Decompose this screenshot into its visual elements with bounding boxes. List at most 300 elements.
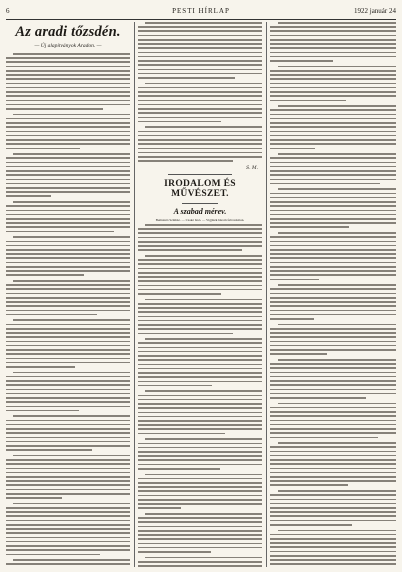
text-line bbox=[6, 349, 130, 351]
text-line bbox=[13, 153, 130, 155]
text-line bbox=[138, 43, 262, 45]
text-line bbox=[6, 507, 130, 509]
text-line bbox=[6, 459, 130, 461]
text-line bbox=[6, 166, 130, 168]
text-line bbox=[270, 389, 396, 391]
text-line bbox=[6, 253, 130, 255]
text-line bbox=[270, 139, 396, 141]
text-line bbox=[270, 193, 396, 195]
text-line bbox=[270, 74, 396, 76]
review-credits: Bemutató Színház. — Czakó Izsó. — Vígjáték három felvonásban. bbox=[155, 217, 245, 222]
text-line bbox=[270, 542, 396, 544]
text-line bbox=[145, 224, 262, 226]
text-line bbox=[138, 228, 262, 230]
text-line bbox=[13, 114, 130, 116]
text-line bbox=[6, 218, 130, 220]
text-line bbox=[270, 87, 396, 89]
text-line bbox=[270, 70, 396, 72]
text-line bbox=[6, 87, 130, 89]
text-line bbox=[138, 403, 262, 405]
column-divider bbox=[266, 22, 267, 567]
text-line bbox=[6, 293, 130, 295]
text-line bbox=[270, 511, 396, 513]
text-line bbox=[270, 274, 396, 276]
text-line bbox=[270, 218, 396, 220]
text-line bbox=[270, 420, 396, 422]
text-line bbox=[138, 507, 181, 509]
text-line bbox=[6, 511, 130, 513]
text-line bbox=[270, 472, 396, 474]
text-line bbox=[13, 280, 130, 282]
text-line bbox=[278, 284, 396, 286]
text-line bbox=[6, 432, 130, 434]
text-line bbox=[6, 437, 130, 439]
text-line bbox=[13, 559, 130, 561]
text-line bbox=[138, 87, 262, 89]
text-line bbox=[138, 342, 262, 344]
text-line bbox=[6, 380, 130, 382]
text-line bbox=[270, 241, 396, 243]
text-line bbox=[6, 406, 130, 408]
page-number: 6 bbox=[6, 7, 10, 15]
text-line bbox=[138, 26, 262, 28]
text-line bbox=[270, 183, 380, 185]
text-line bbox=[270, 336, 396, 338]
text-line bbox=[6, 143, 130, 145]
text-line bbox=[6, 270, 130, 272]
text-line bbox=[270, 47, 396, 49]
text-line bbox=[6, 249, 130, 251]
text-line bbox=[270, 555, 396, 557]
text-line bbox=[270, 563, 396, 565]
text-line bbox=[6, 135, 130, 137]
text-line bbox=[6, 191, 130, 193]
text-line bbox=[138, 241, 262, 243]
text-line bbox=[270, 551, 396, 553]
text-line bbox=[6, 66, 130, 68]
text-line bbox=[270, 407, 396, 409]
text-line bbox=[145, 474, 262, 476]
text-line bbox=[270, 226, 349, 228]
text-line bbox=[138, 108, 262, 110]
text-line bbox=[6, 297, 130, 299]
text-line bbox=[138, 490, 262, 492]
text-line bbox=[138, 276, 262, 278]
text-line bbox=[138, 530, 262, 532]
text-line bbox=[138, 121, 221, 123]
text-line bbox=[270, 349, 396, 351]
text-line bbox=[270, 35, 396, 37]
text-line bbox=[270, 114, 396, 116]
text-line bbox=[13, 455, 130, 457]
text-line bbox=[6, 210, 130, 212]
text-line bbox=[270, 393, 396, 395]
text-line bbox=[6, 104, 130, 106]
text-line bbox=[270, 148, 315, 150]
text-line bbox=[270, 201, 396, 203]
text-line bbox=[138, 551, 211, 553]
text-line bbox=[6, 231, 114, 233]
text-line bbox=[6, 288, 130, 290]
text-line bbox=[270, 143, 396, 145]
text-line bbox=[6, 74, 130, 76]
text-line bbox=[278, 105, 396, 107]
text-line bbox=[138, 60, 262, 62]
text-line bbox=[138, 561, 262, 563]
text-line bbox=[6, 118, 130, 120]
text-line bbox=[6, 336, 130, 338]
text-line bbox=[138, 139, 262, 141]
text-line bbox=[138, 521, 262, 523]
text-line bbox=[138, 381, 262, 383]
text-line bbox=[6, 301, 130, 303]
text-line bbox=[270, 559, 396, 561]
text-line bbox=[138, 135, 262, 137]
text-line bbox=[270, 380, 396, 382]
text-line bbox=[270, 305, 396, 307]
newspaper-name: PESTI HÍRLAP bbox=[172, 7, 230, 15]
text-line bbox=[138, 311, 262, 313]
text-line bbox=[138, 285, 262, 287]
text-line bbox=[6, 126, 130, 128]
text-line bbox=[6, 78, 130, 80]
masthead bbox=[6, 4, 396, 18]
text-line bbox=[13, 236, 130, 238]
text-line bbox=[138, 56, 262, 58]
text-line bbox=[145, 390, 262, 392]
text-line bbox=[6, 139, 130, 141]
text-line bbox=[6, 549, 130, 551]
text-line bbox=[6, 410, 79, 412]
text-line bbox=[138, 433, 225, 435]
text-line bbox=[270, 411, 396, 413]
text-line bbox=[138, 455, 262, 457]
text-line bbox=[6, 537, 130, 539]
column-divider bbox=[134, 22, 135, 567]
review-body bbox=[138, 224, 262, 567]
text-line bbox=[6, 493, 130, 495]
text-line bbox=[138, 52, 262, 54]
text-line bbox=[270, 131, 396, 133]
text-line bbox=[278, 66, 396, 68]
text-line bbox=[270, 293, 396, 295]
text-line bbox=[270, 270, 396, 272]
text-line bbox=[270, 494, 396, 496]
text-line bbox=[270, 288, 396, 290]
text-line bbox=[13, 372, 130, 374]
text-line bbox=[270, 30, 396, 32]
text-line bbox=[270, 310, 396, 312]
text-line bbox=[270, 367, 396, 369]
text-line bbox=[270, 341, 396, 343]
text-line bbox=[138, 316, 262, 318]
text-line bbox=[6, 324, 130, 326]
text-line bbox=[6, 480, 130, 482]
text-line bbox=[138, 293, 221, 295]
text-line bbox=[6, 366, 75, 368]
text-line bbox=[138, 412, 262, 414]
text-line bbox=[6, 305, 130, 307]
text-line bbox=[270, 480, 396, 482]
column-right bbox=[270, 22, 396, 567]
text-line bbox=[270, 222, 396, 224]
text-line bbox=[270, 524, 352, 526]
text-line bbox=[13, 319, 130, 321]
column-middle bbox=[138, 22, 262, 567]
text-line bbox=[138, 91, 262, 93]
text-line bbox=[6, 266, 130, 268]
text-line bbox=[6, 245, 130, 247]
text-line bbox=[138, 39, 262, 41]
text-line bbox=[270, 546, 396, 548]
text-line bbox=[138, 100, 262, 102]
text-line bbox=[270, 166, 396, 168]
text-line bbox=[270, 428, 396, 430]
text-line bbox=[138, 263, 262, 265]
text-line bbox=[6, 497, 62, 499]
text-line bbox=[145, 338, 262, 340]
text-line bbox=[138, 268, 262, 270]
text-line bbox=[6, 393, 130, 395]
text-line bbox=[6, 332, 130, 334]
text-line bbox=[270, 162, 396, 164]
text-line bbox=[138, 385, 212, 387]
text-line bbox=[138, 499, 262, 501]
text-line bbox=[270, 397, 366, 399]
article-signature: S. M. bbox=[246, 165, 258, 171]
text-line bbox=[138, 104, 262, 106]
text-line bbox=[138, 77, 235, 79]
text-line bbox=[6, 284, 130, 286]
text-line bbox=[6, 91, 130, 93]
text-line bbox=[6, 545, 130, 547]
text-line bbox=[138, 464, 262, 466]
text-line bbox=[6, 524, 130, 526]
text-line bbox=[6, 131, 130, 133]
article-body bbox=[6, 53, 130, 567]
text-line bbox=[138, 117, 262, 119]
text-line bbox=[138, 69, 262, 71]
text-line bbox=[13, 415, 130, 417]
text-line bbox=[270, 249, 396, 251]
text-line bbox=[6, 528, 130, 530]
text-line bbox=[270, 301, 396, 303]
text-line bbox=[138, 395, 262, 397]
article-headline: Az aradi tőzsdén. bbox=[15, 24, 121, 40]
text-line bbox=[6, 183, 130, 185]
text-line bbox=[278, 22, 396, 24]
text-line bbox=[138, 280, 262, 282]
text-line bbox=[6, 472, 130, 474]
text-line bbox=[270, 499, 396, 501]
text-line bbox=[6, 532, 130, 534]
text-line bbox=[270, 384, 396, 386]
text-line bbox=[145, 126, 262, 128]
text-line bbox=[138, 148, 262, 150]
text-line bbox=[270, 446, 396, 448]
text-line bbox=[138, 468, 220, 470]
text-line bbox=[6, 441, 130, 443]
text-line bbox=[270, 318, 314, 320]
text-line bbox=[138, 534, 262, 536]
text-line bbox=[138, 503, 262, 505]
text-line bbox=[138, 526, 262, 528]
text-line bbox=[6, 328, 130, 330]
text-line bbox=[6, 428, 130, 430]
text-line bbox=[138, 112, 262, 114]
text-line bbox=[138, 328, 262, 330]
text-line bbox=[138, 249, 242, 251]
text-line bbox=[6, 476, 130, 478]
text-line bbox=[138, 364, 262, 366]
text-line bbox=[6, 57, 130, 59]
text-line bbox=[138, 347, 262, 349]
text-line bbox=[6, 468, 130, 470]
text-line bbox=[138, 428, 262, 430]
text-line bbox=[6, 162, 130, 164]
text-line bbox=[138, 459, 262, 461]
text-line bbox=[6, 187, 130, 189]
text-line bbox=[6, 541, 130, 543]
text-line bbox=[270, 455, 396, 457]
text-line bbox=[270, 503, 396, 505]
text-line bbox=[270, 353, 327, 355]
section-rule bbox=[168, 174, 232, 175]
text-line bbox=[145, 255, 262, 257]
text-line bbox=[138, 259, 262, 261]
text-line bbox=[138, 30, 262, 32]
text-line bbox=[6, 95, 130, 97]
text-line bbox=[270, 424, 396, 426]
text-line bbox=[270, 463, 396, 465]
text-line bbox=[6, 520, 130, 522]
text-line bbox=[6, 515, 130, 517]
text-line bbox=[6, 401, 130, 403]
text-line bbox=[6, 274, 84, 276]
text-line bbox=[6, 241, 130, 243]
text-line bbox=[138, 359, 262, 361]
text-line bbox=[6, 148, 80, 150]
text-line bbox=[270, 372, 396, 374]
text-line bbox=[6, 214, 130, 216]
text-line bbox=[278, 490, 396, 492]
text-line bbox=[138, 538, 262, 540]
text-line bbox=[270, 476, 396, 478]
text-line bbox=[270, 179, 396, 181]
text-line bbox=[138, 303, 262, 305]
text-line bbox=[278, 153, 396, 155]
text-line bbox=[6, 554, 100, 556]
review-continuation bbox=[270, 22, 396, 567]
text-line bbox=[6, 179, 130, 181]
text-line bbox=[270, 236, 396, 238]
text-line bbox=[270, 83, 396, 85]
text-line bbox=[138, 420, 262, 422]
text-line bbox=[138, 424, 262, 426]
text-line bbox=[6, 384, 130, 386]
text-line bbox=[270, 135, 396, 137]
column-left bbox=[6, 22, 130, 567]
text-line bbox=[270, 459, 396, 461]
text-line bbox=[270, 314, 396, 316]
text-line bbox=[138, 451, 262, 453]
text-line bbox=[138, 324, 262, 326]
text-line bbox=[270, 245, 396, 247]
text-line bbox=[138, 407, 262, 409]
text-line bbox=[138, 160, 233, 162]
text-line bbox=[138, 156, 262, 158]
text-line bbox=[138, 368, 262, 370]
text-line bbox=[138, 416, 262, 418]
text-line bbox=[270, 437, 378, 439]
text-line bbox=[270, 415, 396, 417]
text-line bbox=[145, 557, 262, 559]
text-line bbox=[138, 237, 262, 239]
text-line bbox=[138, 447, 262, 449]
text-line bbox=[138, 351, 262, 353]
text-line bbox=[138, 372, 262, 374]
text-line bbox=[138, 131, 262, 133]
text-line bbox=[6, 70, 130, 72]
section-title-rule bbox=[182, 203, 218, 204]
text-line bbox=[6, 353, 130, 355]
text-line bbox=[145, 438, 262, 440]
text-line bbox=[270, 170, 396, 172]
text-line bbox=[270, 210, 396, 212]
text-line bbox=[138, 307, 262, 309]
text-line bbox=[6, 489, 130, 491]
text-line bbox=[270, 328, 396, 330]
text-line bbox=[138, 95, 262, 97]
text-line bbox=[270, 109, 396, 111]
text-line bbox=[270, 78, 396, 80]
text-line bbox=[6, 362, 130, 364]
text-line bbox=[6, 170, 130, 172]
text-line bbox=[138, 482, 262, 484]
text-line bbox=[270, 520, 396, 522]
text-line bbox=[6, 397, 130, 399]
review-title: A szabad mérev. bbox=[173, 206, 227, 216]
text-line bbox=[6, 257, 130, 259]
text-line bbox=[270, 363, 396, 365]
text-line bbox=[270, 376, 396, 378]
text-line bbox=[278, 359, 396, 361]
text-line bbox=[6, 195, 51, 197]
article-subheadline: — Új alapítványok Aradon. — bbox=[34, 43, 102, 49]
text-line bbox=[138, 73, 262, 75]
text-line bbox=[270, 26, 396, 28]
text-line bbox=[6, 314, 97, 316]
text-line bbox=[278, 188, 396, 190]
text-line bbox=[270, 214, 396, 216]
text-line bbox=[13, 53, 130, 55]
text-line bbox=[138, 289, 262, 291]
text-line bbox=[278, 530, 396, 532]
text-line bbox=[138, 486, 262, 488]
text-line bbox=[138, 565, 262, 567]
text-line bbox=[270, 157, 396, 159]
text-line bbox=[270, 451, 396, 453]
text-line bbox=[278, 232, 396, 234]
text-line bbox=[270, 122, 396, 124]
text-line bbox=[145, 513, 262, 515]
text-line bbox=[138, 64, 262, 66]
text-line bbox=[138, 517, 262, 519]
text-line bbox=[270, 126, 396, 128]
text-line bbox=[6, 205, 130, 207]
text-line bbox=[138, 143, 262, 145]
text-line bbox=[6, 445, 130, 447]
